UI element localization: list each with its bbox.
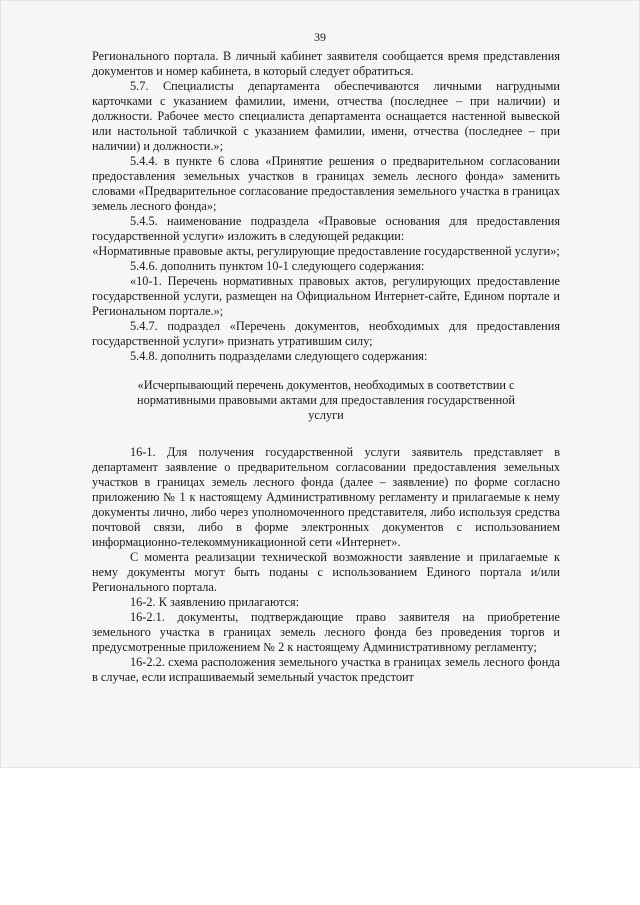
paragraph-16-2-1: 16-2.1. документы, подтверждающие право заявителя на приобретение земельного участка в границах земель лесного фонда без проведения торгов и предусмотренные приложением № 2 к настоящему Административному регламенту; <box>92 610 560 654</box>
paragraph-electronic-submission: С момента реализации технической возможности заявление и прилагаемые к нему документы могут быть поданы с использованием Единого портала и/или Регионального портала. <box>92 550 560 594</box>
paragraph-5-4-7: 5.4.7. подраздел «Перечень документов, необходимых для предоставления государственной услуги» признать утратившим силу; <box>92 319 560 348</box>
paragraph-continuation: Регионального портала. В личный кабинет заявителя сообщается время представления документов и номер кабинета, в который следует обратиться. <box>92 49 560 78</box>
paragraph-10-1: «10-1. Перечень нормативных правовых актов, регулирующих предоставление государственной услуги, размещен на Официальном Интернет-сайте, Едином портале и Региональном портале.»; <box>92 274 560 318</box>
paragraph-5-4-8: 5.4.8. дополнить подразделами следующего содержания: <box>130 349 428 363</box>
page-number: 39 <box>314 30 326 44</box>
paragraph-5-4-5: 5.4.5. наименование подраздела «Правовые основания для предоставления государственной услуги» изложить в следующей редакции: <box>92 214 560 243</box>
subsection-title-legal-acts: «Нормативные правовые акты, регулирующие предоставление государственной услуги»; <box>92 244 560 258</box>
paragraph-5-4-6: 5.4.6. дополнить пунктом 10-1 следующего содержания: <box>130 259 425 273</box>
paragraph-5-7: 5.7. Специалисты департамента обеспечиваются личными нагрудными карточками с указанием фамилии, имени, отчества (последнее – при наличии) и должности. Рабочее место специалиста департамента оснащается настенной вывеской или настольной табличкой с указанием фамилии, имени, отчества (последнее – при наличии) и должности.»; <box>92 79 560 153</box>
subsection-title-documents-list: «Исчерпывающий перечень документов, необходимых в соответствии с нормативными правовыми актами для предоставления государственной услуги <box>137 378 515 422</box>
paragraph-5-4-4: 5.4.4. в пункте 6 слова «Принятие решения о предварительном согласовании предоставления земельных участков в границах земель лесного фонда» заменить словами «Предварительное согласование предоставления земельного участка в границах земель лесного фонда»; <box>92 154 560 213</box>
paragraph-16-2: 16-2. К заявлению прилагаются: <box>130 595 300 609</box>
paragraph-16-2-2: 16-2.2. схема расположения земельного участка в границах земель лесного фонда в случае, если испрашиваемый земельный участок предстоит <box>92 655 560 684</box>
document-body <box>92 49 560 685</box>
paragraph-16-1: 16-1. Для получения государственной услуги заявитель представляет в департамент заявление о предварительном согласовании предоставления земельных участков в границах земель лесного фонда (далее – заявление) по форме согласно приложению № 1 к настоящему Административному регламенту и прилагаемые к нему документы лично, либо через уполномоченного представителя, либо используя средства почтовой связи, либо в форме электронных документов с использованием информационно-телекоммуникационной сети «Интернет». <box>92 445 560 549</box>
